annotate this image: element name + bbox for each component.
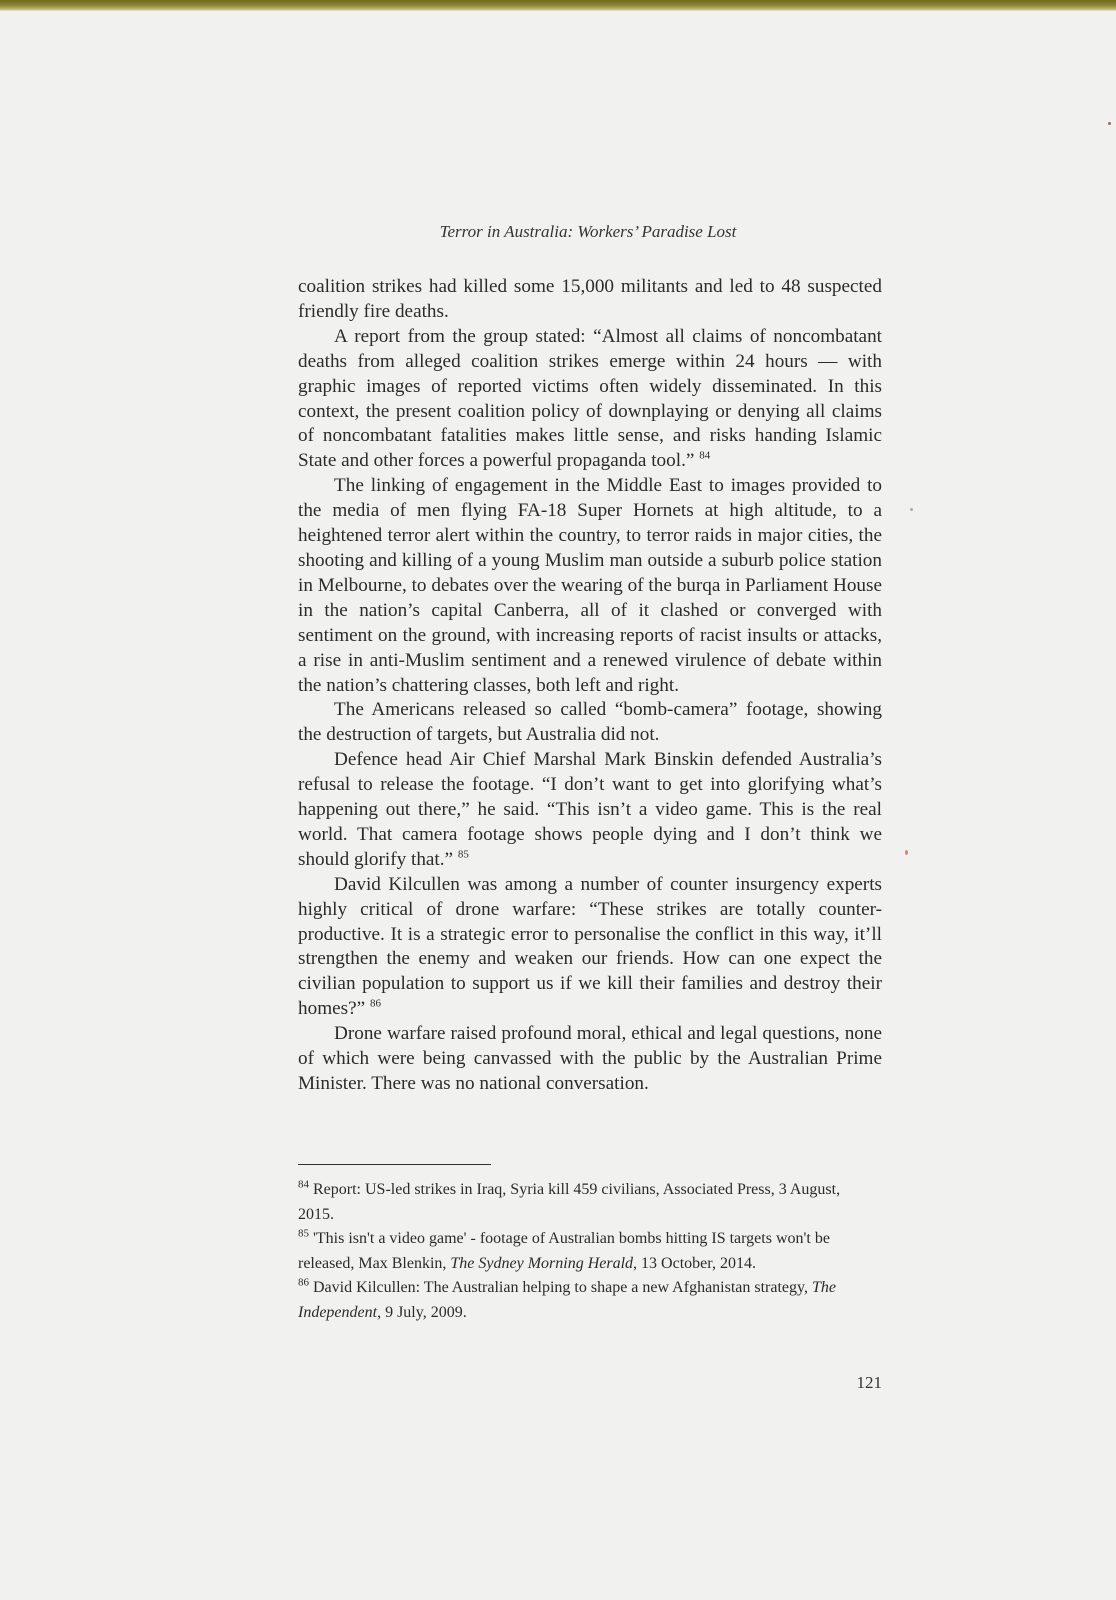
footnote: [298, 1178, 858, 1227]
paragraph: [298, 474, 882, 698]
paragraph: [298, 1022, 882, 1097]
paragraph-text: The linking of engagement in the Middle East to images provided to the media of men flying FA-18 Super Hornets at high altitude, to a heightened terror alert within the country, to terror raids in major cities, the shooting and killing of a young Muslim man outside a suburb police station in Melbourne, to debates over the wearing of the burqa in Parliament House in the nation’s capital Canberra, all of it clashed or converged with sentiment on the ground, with increasing reports of racist insults or attacks, a rise in anti-Muslim sentiment and a renewed virulence of debate within the nation’s chattering classes, both left and right.: [298, 475, 882, 696]
footnote-text: David Kilcullen: The Australian helping to shape a new Afghanistan strategy,: [313, 1279, 808, 1296]
scan-speck: [910, 508, 913, 511]
footnote-number: 86: [298, 1276, 309, 1289]
paragraph-text: A report from the group stated: “Almost all claims of noncombatant deaths from alleged coalition strikes emerge within 24 hours — with graphic images of reported victims often widely disseminated. In this context, the present coalition policy of downplaying or denying all claims of noncombatant fatalities makes little sense, and risks handing Islamic State and other forces a powerful propaganda tool.”: [298, 325, 882, 472]
footnote-text-end: , 13 October, 2014.: [633, 1254, 756, 1272]
footnote-reference: 85: [457, 848, 469, 861]
scan-speck: [1108, 122, 1111, 125]
footnotes: [298, 1178, 858, 1325]
page-number: 121: [856, 1373, 882, 1392]
footnote-publication: The Sydney Morning Herald: [450, 1254, 634, 1272]
paragraph-text: David Kilcullen was among a number of counter insurgency experts highly critical of drone warfare: “These strikes are totally counter-productive. It is a strategic error to personalise the conflict in this way, it’ll strengthen the enemy and weaken our friends. How can one expect the civilian population to support us if we kill their families and destroy their homes?”: [298, 873, 882, 1020]
paragraph: [298, 873, 882, 1022]
footnote-number: 84: [298, 1178, 309, 1191]
paragraph: [298, 698, 882, 748]
paragraph-text: Defence head Air Chief Marshal Mark Binskin defended Australia’s refusal to release the footage. “I don’t want to get into glorifying what’s happening out there,” he said. “This isn’t a video game. This is the real world. That camera footage shows people dying and I don’t think we should glorify that.”: [298, 749, 882, 870]
footnote-publication: The Independent: [298, 1279, 836, 1321]
paragraph: [298, 325, 882, 474]
footnote-text-end: , 9 July, 2009.: [377, 1303, 467, 1321]
footnote-reference: 86: [369, 997, 381, 1010]
footnote-reference: 84: [699, 449, 711, 462]
footnote-number: 85: [298, 1227, 309, 1240]
footnote-divider: [298, 1164, 491, 1165]
paragraph: [298, 275, 882, 325]
paragraph-text: coalition strikes had killed some 15,000 militants and led to 48 suspected friendly fire deaths.: [298, 276, 882, 322]
paragraph-text: The Americans released so called “bomb-camera” footage, showing the destruction of targets, but Australia did not.: [298, 699, 882, 746]
paragraph-text: Drone warfare raised profound moral, ethical and legal questions, none of which were being canvassed with the public by the Australian Prime Minister. There was no national conversation.: [298, 1023, 882, 1094]
footnote: [298, 1276, 858, 1325]
running-header: Terror in Australia: Workers’ Paradise Lost: [439, 222, 737, 241]
body-text: [298, 275, 882, 1097]
footnote-text: Report: US-led strikes in Iraq, Syria kill 459 civilians, Associated Press, 3 August, 2015.: [298, 1181, 841, 1223]
footnote-text: 'This isn't a video game' - footage of Australian bombs hitting IS targets won't be released, Max Blenkin,: [298, 1230, 830, 1272]
footnote: [298, 1227, 858, 1276]
scan-speck: [905, 850, 908, 855]
paragraph: [298, 748, 882, 873]
